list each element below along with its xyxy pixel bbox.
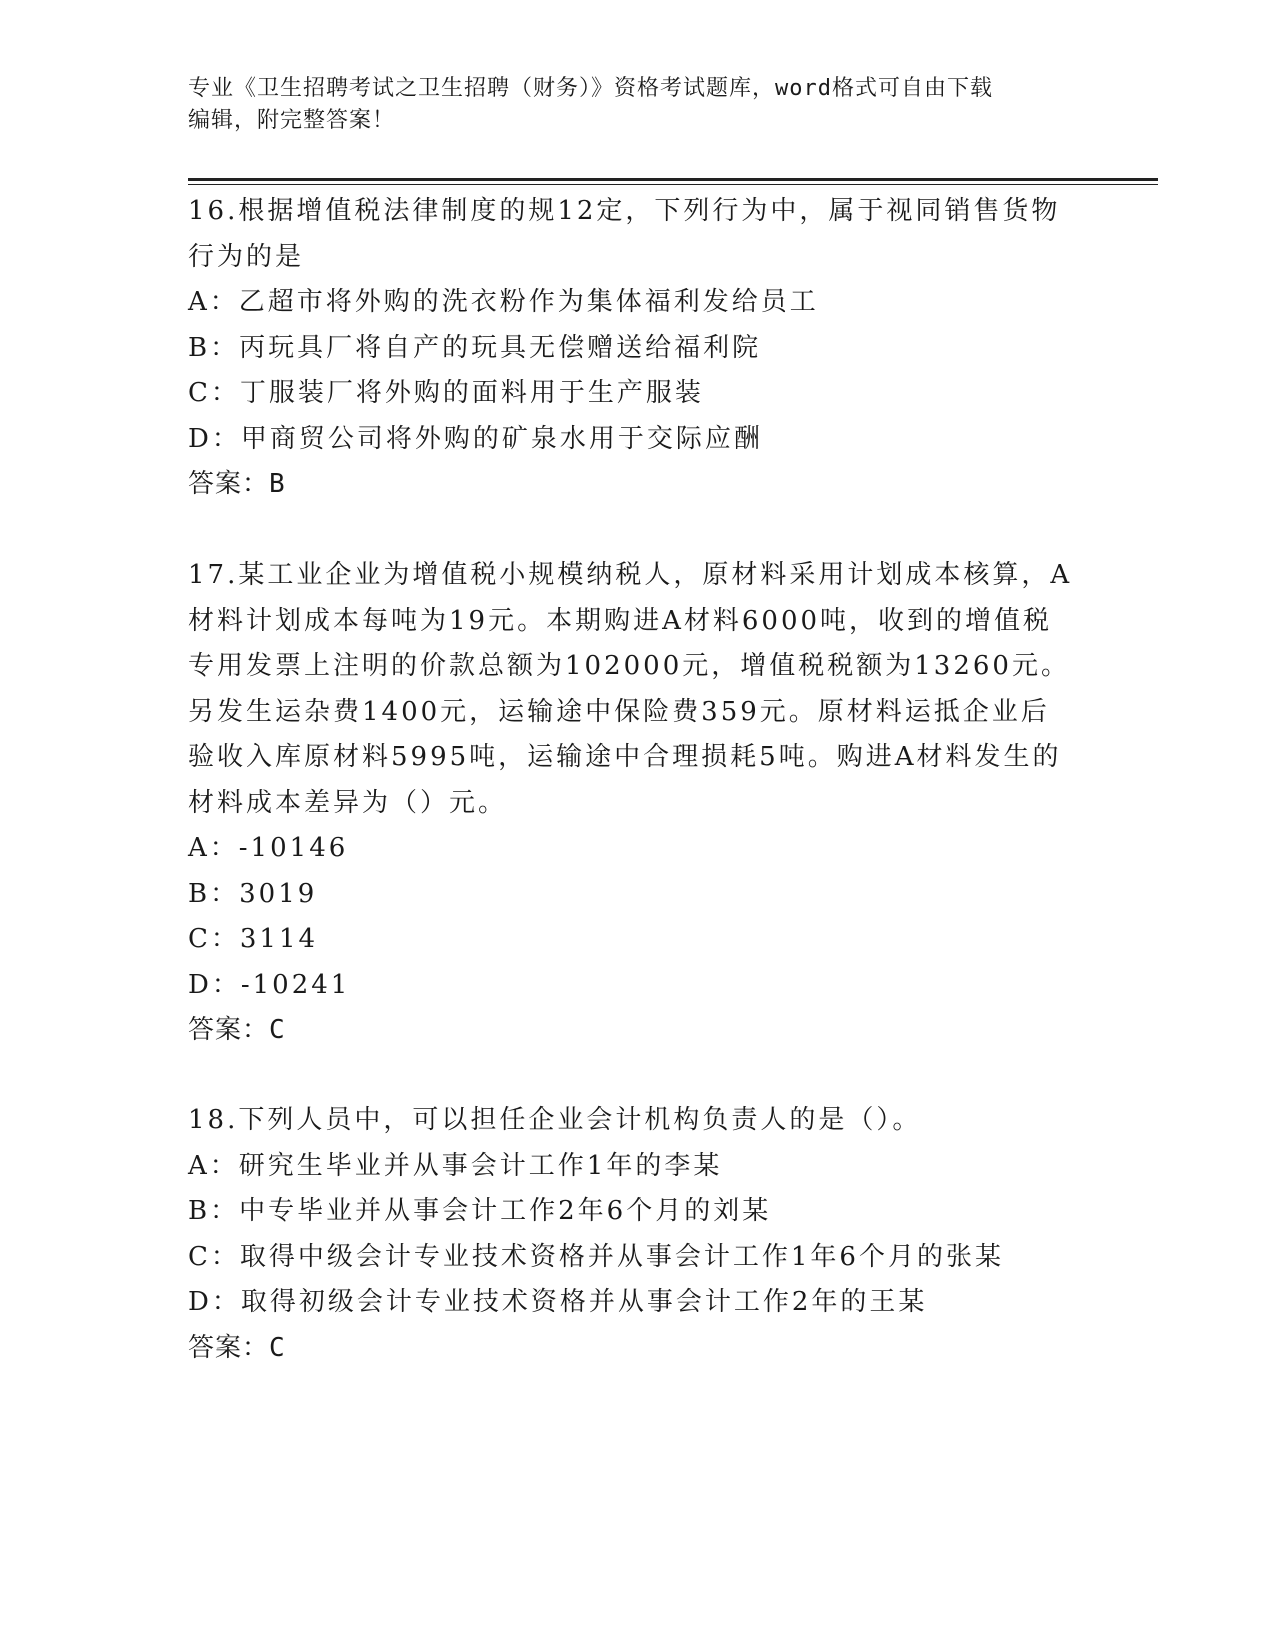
option-c: C：取得中级会计专业技术资格并从事会计工作1年6个月的张某 xyxy=(188,1241,1004,1272)
answer-line: 答案：B xyxy=(188,469,286,499)
question-text: 17.某工业企业为增值税小规模纳税人，原材料采用计划成本核算，A材料计划成本每吨为19元。本期购进A材料6000吨，收到的增值税专用发票上注明的价款总额为102000元，增值税税额为13260元。另发生运杂费1400元，运输途中保险费359元。原材料运抵企业后验收入库原材料5995吨，运输途中合理损耗5吨。购进A材料发生的材料成本差异为（）元。 xyxy=(188,560,1073,818)
question-text: 16.根据增值税法律制度的规12定，下列行为中，属于视同销售货物行为的是 xyxy=(188,196,1061,272)
option-c: C：3114 xyxy=(188,924,319,954)
option-b: B：中专毕业并从事会计工作2年6个月的刘某 xyxy=(188,1196,772,1226)
answer-line: 答案：C xyxy=(188,1332,286,1363)
question-text: 18.下列人员中，可以担任企业会计机构负责人的是（）。 xyxy=(188,1105,922,1135)
header-line-2: 编辑，附完整答案！ xyxy=(188,108,396,133)
header-divider-thick xyxy=(188,178,1158,181)
document-header xyxy=(188,73,1068,137)
header-divider-thin xyxy=(188,184,1158,185)
question-17 xyxy=(188,553,1078,1054)
option-b: B：3019 xyxy=(188,878,318,909)
option-a: A：研究生毕业并从事会计工作1年的李某 xyxy=(188,1150,723,1181)
question-16 xyxy=(188,189,1078,508)
option-a: A：-10146 xyxy=(188,833,349,863)
option-d: D：-10241 xyxy=(188,969,351,1000)
option-d: D：甲商贸公司将外购的矿泉水用于交际应酬 xyxy=(188,423,763,454)
option-d: D：取得初级会计专业技术资格并从事会计工作2年的王某 xyxy=(188,1287,928,1317)
option-c: C：丁服装厂将外购的面料用于生产服装 xyxy=(188,378,704,408)
question-18 xyxy=(188,1098,1078,1371)
option-a: A：乙超市将外购的洗衣粉作为集体福利发给员工 xyxy=(188,287,819,317)
option-b: B：丙玩具厂将自产的玩具无偿赠送给福利院 xyxy=(188,332,762,363)
header-line-1: 专业《卫生招聘考试之卫生招聘（财务）》资格考试题库，word格式可自由下载 xyxy=(188,76,993,101)
answer-line: 答案：C xyxy=(188,1015,286,1045)
